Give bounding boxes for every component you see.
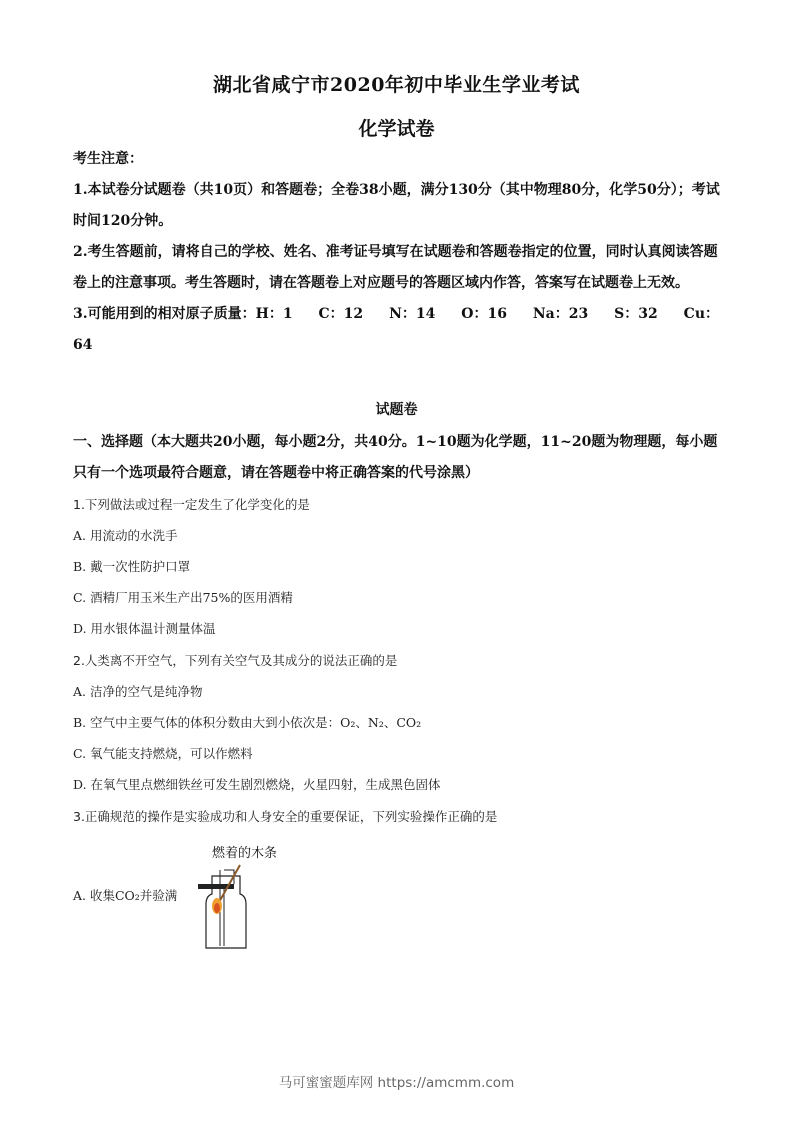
- gas-collection-bottle-icon: [190, 860, 260, 956]
- notice-heading: 考生注意：: [73, 151, 143, 167]
- question-2-option-d[interactable]: D. 在氧气里点燃细铁丝可发生剧烈燃烧，火星四射，生成黑色固体: [73, 777, 441, 792]
- atomic-mass-h: 3.可能用到的相对原子质量：H：1: [73, 306, 293, 322]
- figure-label-burning-stick: 燃着的木条: [212, 846, 278, 861]
- footer-watermark[interactable]: 马可蜜蜜题库网 https://amcmm.com: [278, 1075, 515, 1091]
- question-3-option-a[interactable]: A. 收集CO₂并验满: [73, 888, 178, 903]
- notice-item-1: 1.本试卷分试题卷（共10页）和答题卷；全卷38小题，满分130分（其中物理80分，化学50分）；考试时间120分钟。: [73, 182, 720, 229]
- exam-subtitle: 化学试卷: [358, 118, 435, 140]
- question-2-option-c[interactable]: C. 氧气能支持燃烧，可以作燃料: [73, 746, 253, 761]
- atomic-mass-c: C：12: [318, 306, 364, 322]
- question-3-stem: 3.正确规范的操作是实验成功和人身安全的重要保证，下列实验操作正确的是: [73, 809, 498, 824]
- notice-block: [73, 144, 723, 361]
- question-2-option-a[interactable]: A. 洁净的空气是纯净物: [73, 684, 203, 699]
- question-1-option-a[interactable]: A. 用流动的水洗手: [73, 528, 178, 543]
- notice-item-2: 2.考生答题前，请将自己的学校、姓名、准考证号填写在试题卷和答题卷指定的位置，同时认真阅读答题卷上的注意事项。考生答题时，请在答题卷上对应题号的答题区域内作答，答案写在试题卷上无效。: [73, 244, 718, 291]
- section-title: 试题卷: [375, 402, 418, 418]
- exam-title: 湖北省咸宁市2020年初中毕业生学业考试: [213, 74, 580, 96]
- question-1-option-d[interactable]: D. 用水银体温计测量体温: [73, 621, 216, 636]
- atomic-mass-line: [73, 299, 719, 330]
- question-2-stem: 2.人类离不开空气，下列有关空气及其成分的说法正确的是: [73, 653, 398, 668]
- atomic-mass-n: N：14: [389, 306, 436, 322]
- atomic-mass-cu-value: 64: [73, 337, 93, 353]
- part-one-instructions: 一、选择题（本大题共20小题，每小题2分，共40分。1~10题为化学题，11~20题为物理题，每小题只有一个选项最符合题意，请在答题卷中将正确答案的代号涂黑）: [73, 434, 718, 481]
- question-1-option-c[interactable]: C. 酒精厂用玉米生产出75%的医用酒精: [73, 590, 293, 605]
- question-1-stem: 1.下列做法或过程一定发生了化学变化的是: [73, 497, 310, 512]
- question-2-option-b[interactable]: B. 空气中主要气体的体积分数由大到小依次是：O₂、N₂、CO₂: [73, 715, 422, 730]
- atomic-mass-o: O：16: [461, 306, 507, 322]
- atomic-mass-cu: Cu：: [683, 306, 719, 322]
- question-1-option-b[interactable]: B. 戴一次性防护口罩: [73, 559, 191, 574]
- atomic-mass-na: Na：23: [532, 306, 589, 322]
- atomic-mass-s: S：32: [614, 306, 658, 322]
- burning-stick-icon: [212, 865, 240, 914]
